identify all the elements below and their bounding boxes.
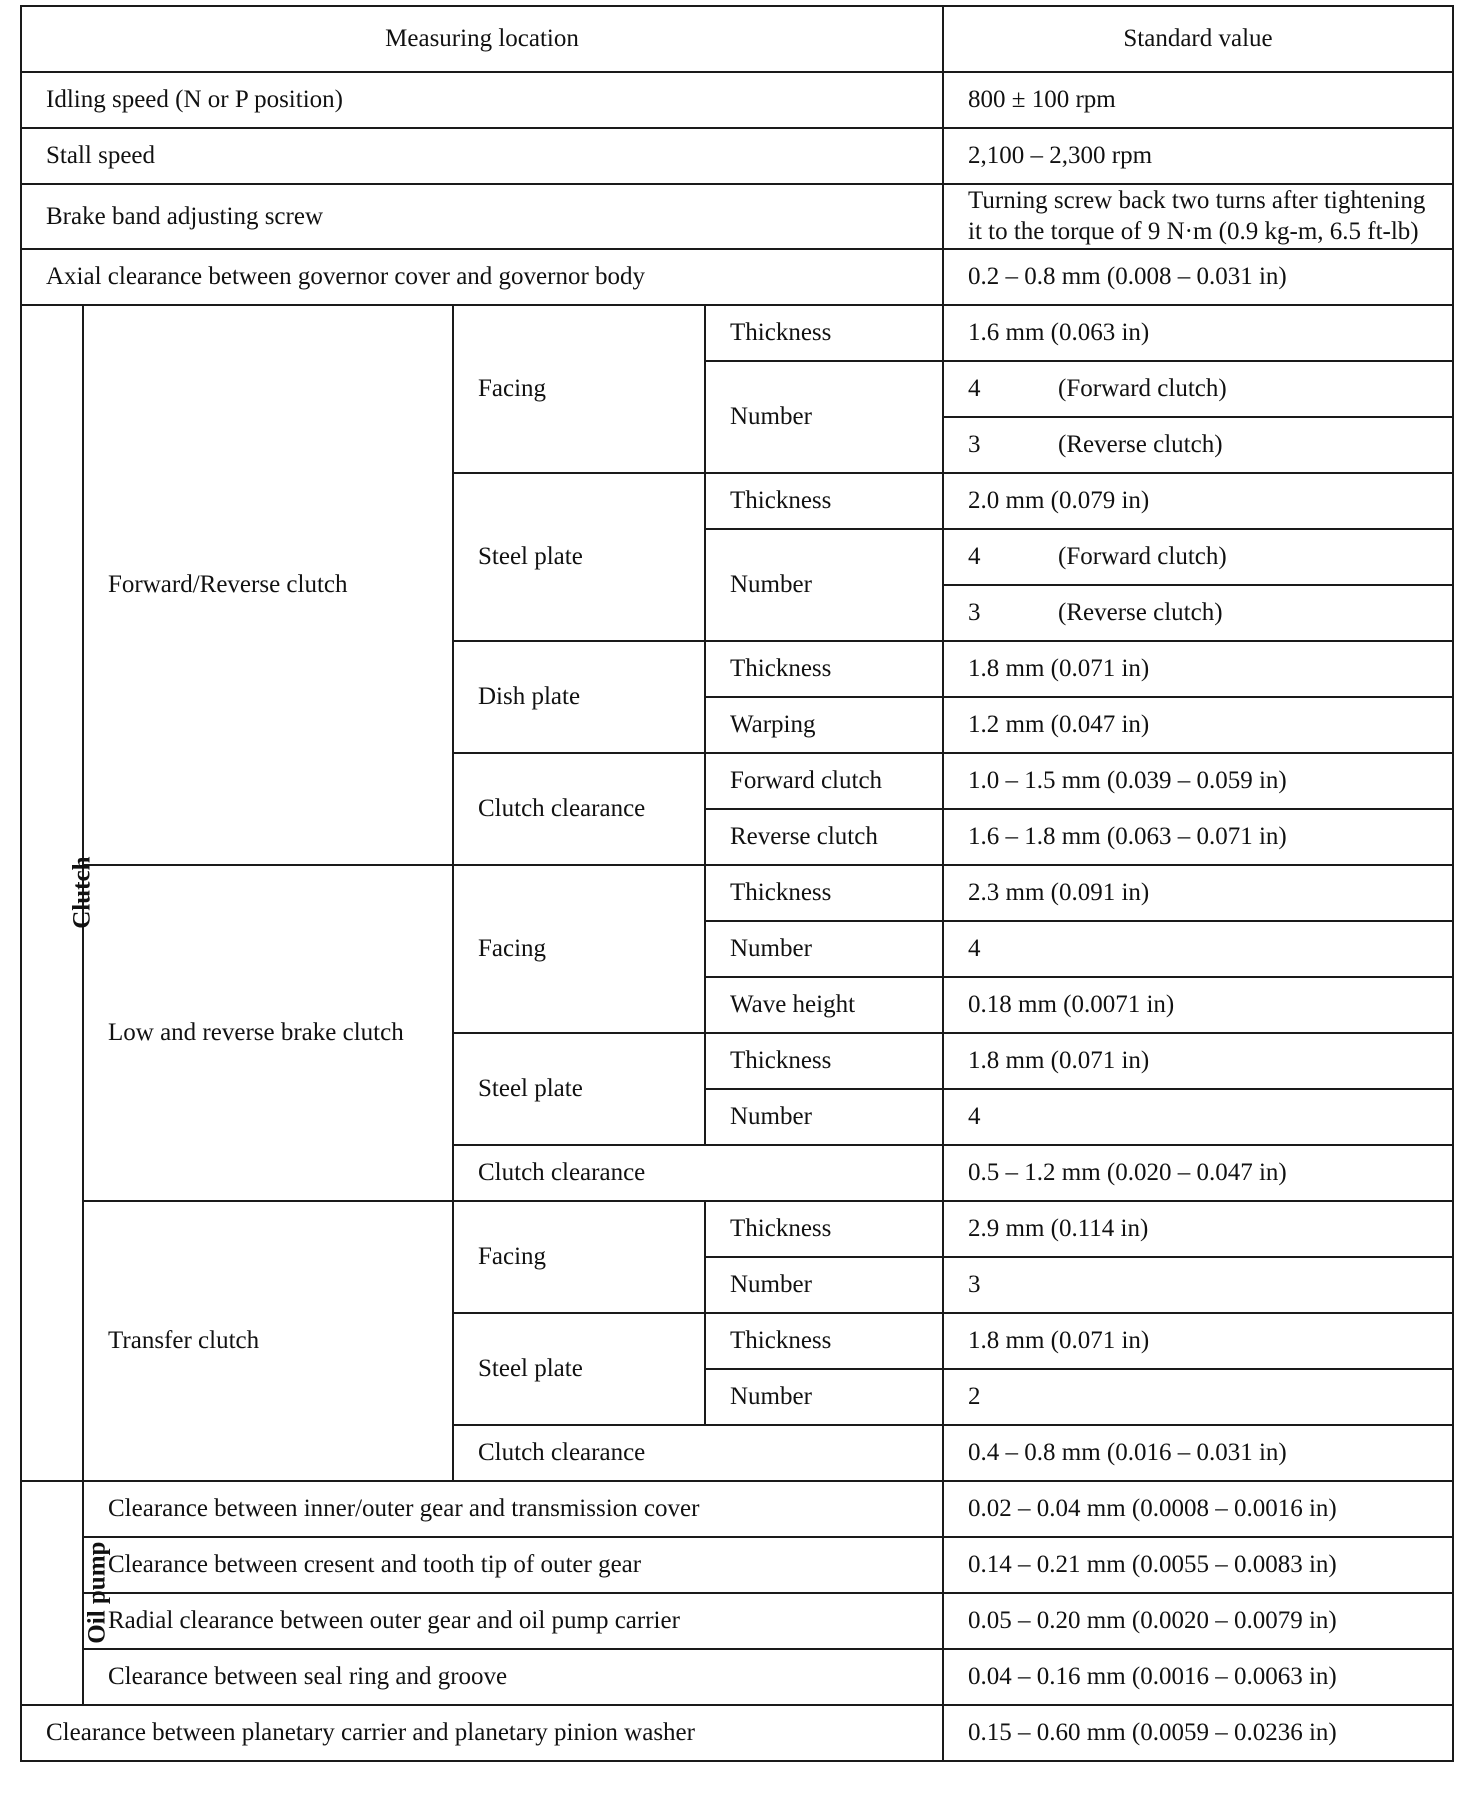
- number-note: (Forward clutch): [1058, 542, 1227, 570]
- item-label: Reverse clutch: [705, 809, 943, 865]
- table-row: [21, 305, 1453, 361]
- item-label: Thickness: [705, 473, 943, 529]
- item-value: 3: [943, 1257, 1453, 1313]
- row-label: Axial clearance between governor cover and governor body: [21, 249, 943, 305]
- part-clutch-clearance: Clutch clearance: [453, 1425, 943, 1481]
- group-transfer-clutch: Transfer clutch: [83, 1201, 453, 1481]
- part-facing: Facing: [453, 865, 705, 1033]
- item-label: Thickness: [705, 1313, 943, 1369]
- item-value: 0.18 mm (0.0071 in): [943, 977, 1453, 1033]
- item-label: Forward clutch: [705, 753, 943, 809]
- item-label: Thickness: [705, 1033, 943, 1089]
- row-label: Clearance between seal ring and groove: [83, 1649, 943, 1705]
- item-value: 2.0 mm (0.079 in): [943, 473, 1453, 529]
- item-value: 1.8 mm (0.071 in): [943, 1313, 1453, 1369]
- part-clutch-clearance: Clutch clearance: [453, 1145, 943, 1201]
- row-label: Stall speed: [21, 128, 943, 184]
- group-forward-reverse-clutch: Forward/Reverse clutch: [83, 305, 453, 865]
- row-label: Clearance between inner/outer gear and transmission cover: [83, 1481, 943, 1537]
- table-row: [21, 865, 1453, 921]
- section-oil-pump: [21, 1481, 111, 1705]
- number-value: 4: [968, 374, 981, 402]
- number-note: (Reverse clutch): [1058, 430, 1223, 458]
- item-value: [943, 585, 1453, 641]
- part-steel-plate: Steel plate: [453, 1033, 705, 1145]
- item-label: Thickness: [705, 641, 943, 697]
- group-low-reverse-brake-clutch: Low and reverse brake clutch: [83, 865, 453, 1201]
- row-value: 0.14 – 0.21 mm (0.0055 – 0.0083 in): [943, 1537, 1453, 1593]
- row-value: 0.15 – 0.60 mm (0.0059 – 0.0236 in): [943, 1705, 1453, 1761]
- item-value: 2.9 mm (0.114 in): [943, 1201, 1453, 1257]
- item-value: 2: [943, 1369, 1453, 1425]
- header-standard-value: Standard value: [943, 6, 1453, 72]
- row-label: Idling speed (N or P position): [21, 72, 943, 128]
- table-row: [21, 1649, 1453, 1705]
- item-value: 0.5 – 1.2 mm (0.020 – 0.047 in): [943, 1145, 1453, 1201]
- part-steel-plate: Steel plate: [453, 1313, 705, 1425]
- item-value: 1.6 mm (0.063 in): [943, 305, 1453, 361]
- item-value: [943, 529, 1453, 585]
- row-label: Clearance between planetary carrier and planetary pinion washer: [21, 1705, 943, 1761]
- item-value: 1.8 mm (0.071 in): [943, 1033, 1453, 1089]
- spec-table-container: [20, 5, 1454, 1762]
- row-value: 2,100 – 2,300 rpm: [943, 128, 1453, 184]
- part-facing: Facing: [453, 1201, 705, 1313]
- item-value: 4: [943, 1089, 1453, 1145]
- table-row: [21, 1481, 1453, 1537]
- part-steel-plate: Steel plate: [453, 473, 705, 641]
- item-value: 4: [943, 921, 1453, 977]
- number-value: 4: [968, 542, 981, 570]
- row-value: 0.05 – 0.20 mm (0.0020 – 0.0079 in): [943, 1593, 1453, 1649]
- row-label: Brake band adjusting screw: [21, 184, 943, 249]
- item-label: Wave height: [705, 977, 943, 1033]
- item-value: 2.3 mm (0.091 in): [943, 865, 1453, 921]
- item-label: Thickness: [705, 1201, 943, 1257]
- part-facing: Facing: [453, 305, 705, 473]
- item-label: Number: [705, 529, 943, 641]
- item-label: Number: [705, 1089, 943, 1145]
- section-oil-pump-label: Oil pump: [83, 1541, 111, 1644]
- item-label: Number: [705, 361, 943, 473]
- item-value: 1.8 mm (0.071 in): [943, 641, 1453, 697]
- number-note: (Reverse clutch): [1058, 598, 1223, 626]
- part-clutch-clearance: Clutch clearance: [453, 753, 705, 865]
- number-note: (Forward clutch): [1058, 374, 1227, 402]
- item-value: 1.6 – 1.8 mm (0.063 – 0.071 in): [943, 809, 1453, 865]
- table-row: [21, 72, 1453, 128]
- row-value: 0.02 – 0.04 mm (0.0008 – 0.0016 in): [943, 1481, 1453, 1537]
- row-value: 0.04 – 0.16 mm (0.0016 – 0.0063 in): [943, 1649, 1453, 1705]
- section-clutch: [21, 305, 96, 1481]
- number-value: 3: [968, 598, 981, 626]
- row-label: Clearance between cresent and tooth tip of outer gear: [83, 1537, 943, 1593]
- item-value: 0.4 – 0.8 mm (0.016 – 0.031 in): [943, 1425, 1453, 1481]
- item-label: Warping: [705, 697, 943, 753]
- table-row: [21, 1201, 1453, 1257]
- item-value: [943, 417, 1453, 473]
- item-label: Thickness: [705, 865, 943, 921]
- row-label: Radial clearance between outer gear and oil pump carrier: [83, 1593, 943, 1649]
- header-measuring-location: Measuring location: [21, 6, 943, 72]
- table-row: [21, 249, 1453, 305]
- item-label: Number: [705, 1369, 943, 1425]
- row-value: 0.2 – 0.8 mm (0.008 – 0.031 in): [943, 249, 1453, 305]
- item-value: 1.2 mm (0.047 in): [943, 697, 1453, 753]
- item-label: Number: [705, 1257, 943, 1313]
- section-clutch-label: Clutch: [68, 856, 96, 929]
- item-value: [943, 361, 1453, 417]
- table-row: [21, 1537, 1453, 1593]
- table-row: [21, 184, 1453, 249]
- table-row: [21, 1705, 1453, 1761]
- table-row: [21, 1593, 1453, 1649]
- table-row: [21, 128, 1453, 184]
- item-label: Number: [705, 921, 943, 977]
- item-label: Thickness: [705, 305, 943, 361]
- header-row: [21, 6, 1453, 72]
- spec-table: [20, 5, 1454, 1762]
- number-value: 3: [968, 430, 981, 458]
- part-dish-plate: Dish plate: [453, 641, 705, 753]
- row-value: 800 ± 100 rpm: [943, 72, 1453, 128]
- row-value: Turning screw back two turns after tightening it to the torque of 9 N·m (0.9 kg-m, 6.5 ft-lb): [943, 184, 1453, 249]
- item-value: 1.0 – 1.5 mm (0.039 – 0.059 in): [943, 753, 1453, 809]
